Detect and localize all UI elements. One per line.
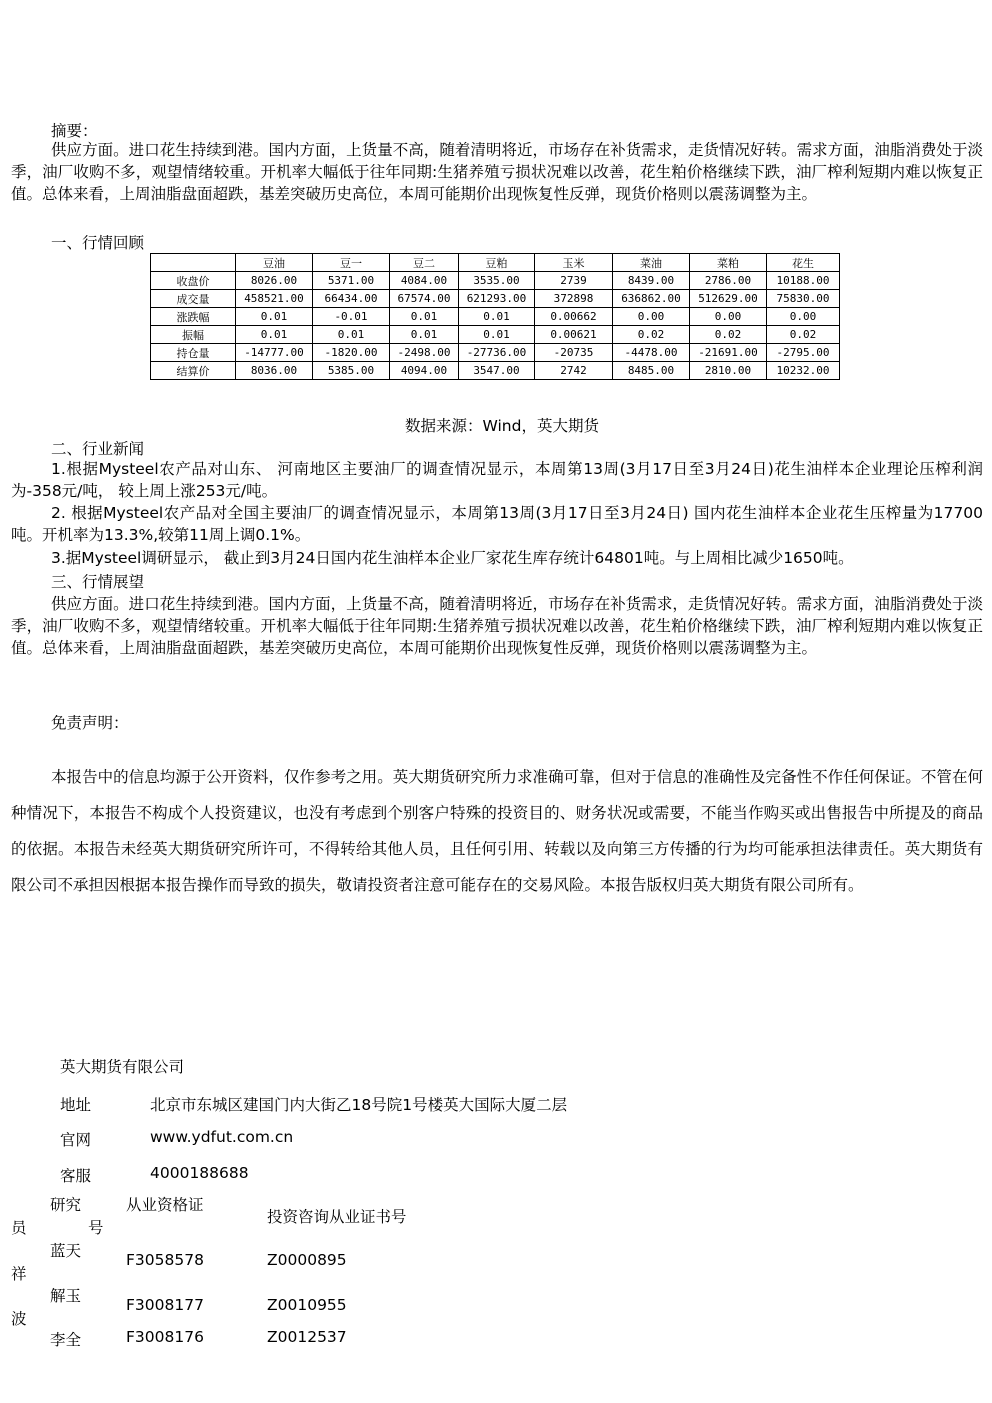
table-cell: 67574.00 [390, 290, 459, 308]
table-cell: 5371.00 [313, 272, 390, 290]
table-cell: -14777.00 [236, 344, 313, 362]
staff-header-cert-wrap: 号 [88, 1219, 104, 1237]
table-row [151, 344, 840, 362]
news-item: 3.据Mysteel调研显示， 截止到3月24日国内花生油样本企业厂家花生库存统计64801吨。与上周相比减少1650吨。 [51, 549, 854, 567]
table-cell: 5385.00 [313, 362, 390, 380]
table-cell: 458521.00 [236, 290, 313, 308]
table-row-label: 涨跌幅 [151, 308, 236, 326]
table-cell: 621293.00 [459, 290, 535, 308]
table-header-cell: 豆二 [390, 254, 459, 272]
table-cell: 8439.00 [613, 272, 690, 290]
table-cell: 0.01 [459, 326, 535, 344]
table-cell: 0.01 [236, 326, 313, 344]
table-cell: 10188.00 [767, 272, 840, 290]
website-label: 官网 [60, 1131, 92, 1149]
table-cell: 0.01 [390, 308, 459, 326]
staff-qualification: F3058578 [126, 1251, 204, 1269]
section1-heading: 一、行情回顾 [51, 234, 145, 252]
table-header-cell: 菜粕 [690, 254, 767, 272]
table-cell: 4084.00 [390, 272, 459, 290]
table-row [151, 308, 840, 326]
table-cell: 10232.00 [767, 362, 840, 380]
table-cell: 2786.00 [690, 272, 767, 290]
table-cell: -27736.00 [459, 344, 535, 362]
table-cell: -4478.00 [613, 344, 690, 362]
address-value: 北京市东城区建国门内大街乙18号院1号楼英大国际大厦二层 [150, 1096, 568, 1114]
table-cell: 0.01 [236, 308, 313, 326]
table-cell: 512629.00 [690, 290, 767, 308]
section2-heading: 二、行业新闻 [51, 440, 145, 458]
table-cell: 636862.00 [613, 290, 690, 308]
section3-heading: 三、行情展望 [51, 573, 145, 591]
table-cell: 0.00 [613, 308, 690, 326]
service-phone: 4000188688 [150, 1164, 249, 1182]
table-cell: 2739 [535, 272, 613, 290]
table-cell: 3547.00 [459, 362, 535, 380]
table-cell: -0.01 [313, 308, 390, 326]
table-cell: 8026.00 [236, 272, 313, 290]
table-row-label: 振幅 [151, 326, 236, 344]
staff-name: 解玉 [50, 1287, 82, 1305]
table-cell: -1820.00 [313, 344, 390, 362]
table-cell: 3535.00 [459, 272, 535, 290]
table-cell: 2742 [535, 362, 613, 380]
disclaimer-heading: 免责声明： [51, 714, 129, 732]
staff-advisory-number: Z0012537 [267, 1328, 347, 1346]
table-cell: 0.00621 [535, 326, 613, 344]
table-cell: 0.01 [459, 308, 535, 326]
table-row-label: 结算价 [151, 362, 236, 380]
table-cell: 8485.00 [613, 362, 690, 380]
staff-advisory-number: Z0010955 [267, 1296, 347, 1314]
summary-text: 供应方面。进口花生持续到港。国内方面，上货量不高，随着清明将近，市场存在补货需求，走货情况好转。需求方面，油脂消费处于淡季，油厂收购不多，观望情绪较重。开机率大幅低于往年同期:生猪养殖亏损状况难以改善，花生粕价格继续下跌，油厂榨利短期内难以恢复正值。总体来看，上周油脂盘面超跌，基差突破历史高位，本周可能期价出现恢复性反弹，现货价格则以震荡调整为主。 [11, 141, 983, 203]
table-header-cell: 花生 [767, 254, 840, 272]
table-row-label: 成交量 [151, 290, 236, 308]
table-cell: 2810.00 [690, 362, 767, 380]
disclaimer-text: 本报告中的信息均源于公开资料，仅作参考之用。英大期货研究所力求准确可靠，但对于信息的准确性及完备性不作任何保证。不管在何种情况下，本报告不构成个人投资建议，也没有考虑到个别客户特殊的投资目的、财务状况或需要，不能当作购买或出售报告中所提及的商品的依据。本报告未经英大期货研究所许可，不得转给其他人员，且任何引用、转载以及向第三方传播的行为均可能承担法律责任。英大期货有限公司不承担因根据本报告操作而导致的损失，敬请投资者注意可能存在的交易风险。本报告版权归英大期货有限公司所有。 [11, 768, 983, 894]
table-cell: -2795.00 [767, 344, 840, 362]
staff-name-wrap: 波 [11, 1310, 27, 1328]
table-row-label: 收盘价 [151, 272, 236, 290]
table-cell: 0.02 [690, 326, 767, 344]
table-row-label: 持仓量 [151, 344, 236, 362]
market-table [150, 253, 840, 380]
summary-heading: 摘要： [51, 122, 98, 140]
table-cell: 372898 [535, 290, 613, 308]
table-cell: 0.02 [767, 326, 840, 344]
outlook-text: 供应方面。进口花生持续到港。国内方面，上货量不高，随着清明将近，市场存在补货需求，走货情况好转。需求方面，油脂消费处于淡季，油厂收购不多，观望情绪较重。开机率大幅低于往年同期:生猪养殖亏损状况难以改善，花生粕价格继续下跌，油厂榨利短期内难以恢复正值。总体来看，上周油脂盘面超跌，基差突破历史高位，本周可能期价出现恢复性反弹，现货价格则以震荡调整为主。 [11, 595, 983, 657]
table-header-cell: 菜油 [613, 254, 690, 272]
news-item: 1.根据Mysteel农产品对山东、 河南地区主要油厂的调查情况显示，本周第13周(3月17日至3月24日)花生油样本企业理论压榨利润为-358元/吨， 较上周上涨253元/吨。 [11, 460, 983, 500]
staff-header-role: 研究 [50, 1196, 82, 1214]
data-source-note: 数据来源：Wind，英大期货 [405, 417, 599, 435]
table-cell: 0.00 [690, 308, 767, 326]
company-name: 英大期货有限公司 [60, 1058, 185, 1076]
table-header-cell: 豆一 [313, 254, 390, 272]
table-cell: 8036.00 [236, 362, 313, 380]
table-cell: 0.02 [613, 326, 690, 344]
staff-name: 蓝天 [50, 1242, 82, 1260]
table-row [151, 326, 840, 344]
staff-header-cert: 从业资格证 [126, 1196, 204, 1214]
table-cell: 75830.00 [767, 290, 840, 308]
website-link[interactable]: www.ydfut.com.cn [150, 1128, 294, 1146]
staff-advisory-number: Z0000895 [267, 1251, 347, 1269]
table-cell: 0.01 [313, 326, 390, 344]
table-cell: -20735 [535, 344, 613, 362]
table-cell: 0.00662 [535, 308, 613, 326]
service-label: 客服 [60, 1167, 92, 1185]
table-header-cell: 玉米 [535, 254, 613, 272]
table-cell: 4094.00 [390, 362, 459, 380]
table-header-cell: 豆粕 [459, 254, 535, 272]
table-row [151, 362, 840, 380]
address-label: 地址 [60, 1096, 92, 1114]
table-header-cell: 豆油 [236, 254, 313, 272]
staff-qualification: F3008176 [126, 1328, 204, 1346]
news-item: 2. 根据Mysteel农产品对全国主要油厂的调查情况显示，本周第13周(3月17日至3月24日) 国内花生油样本企业花生压榨量为17700吨。开机率为13.3%,较第11周上调0.1%。 [11, 504, 983, 544]
table-header-row [151, 254, 840, 272]
table-cell: 66434.00 [313, 290, 390, 308]
table-cell: -2498.00 [390, 344, 459, 362]
table-row [151, 290, 840, 308]
staff-name: 李全 [50, 1331, 82, 1349]
staff-header-role-wrap: 员 [11, 1219, 27, 1237]
table-cell: 0.01 [390, 326, 459, 344]
staff-qualification: F3008177 [126, 1296, 204, 1314]
table-cell: 0.00 [767, 308, 840, 326]
staff-name-wrap: 祥 [11, 1265, 27, 1283]
staff-header-advisory: 投资咨询从业证书号 [267, 1208, 407, 1226]
table-header-cell [151, 254, 236, 272]
table-row [151, 272, 840, 290]
table-cell: -21691.00 [690, 344, 767, 362]
